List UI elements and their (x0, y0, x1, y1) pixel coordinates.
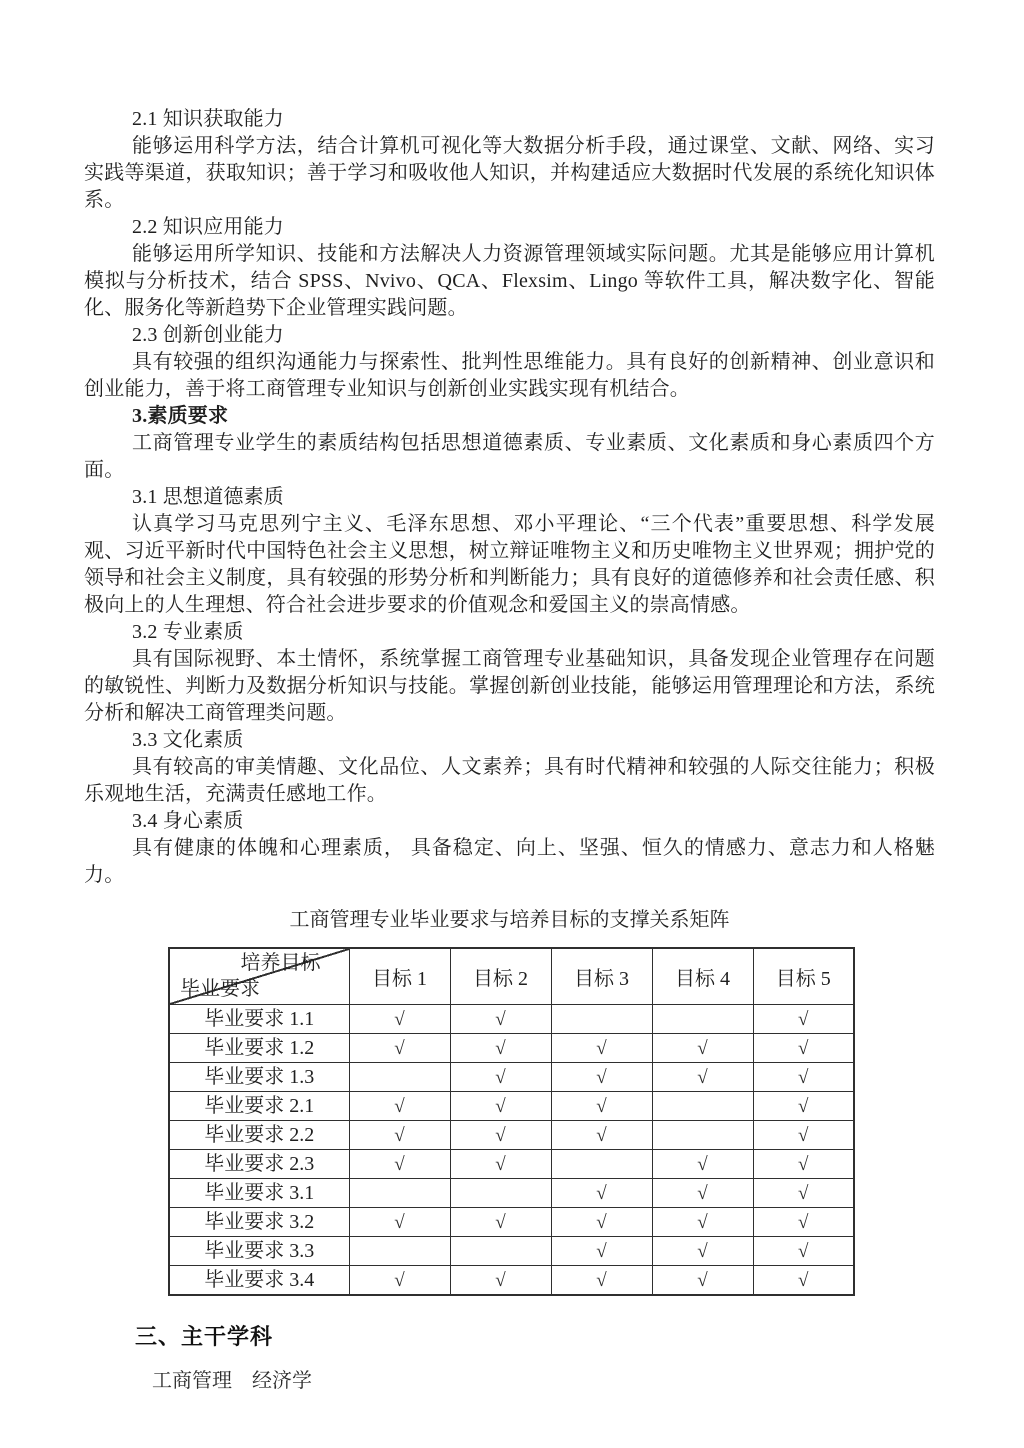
matrix-cell: √ (652, 1237, 753, 1266)
para-2-1: 能够运用科学方法，结合计算机可视化等大数据分析手段，通过课堂、文献、网络、实习实践等渠道，获取知识；善于学习和吸收他人知识，并构建适应大数据时代发展的系统化知识体系。 (84, 135, 935, 211)
matrix-cell: √ (652, 1150, 753, 1179)
table-row (169, 1266, 854, 1296)
para-3-2: 具有国际视野、本土情怀，系统掌握工商管理专业基础知识，具备发现企业管理存在问题的敏锐性、判断力及数据分析知识与技能。掌握创新创业技能，能够运用管理理论和方法，系统分析和解决工商管理类问题。 (84, 648, 935, 724)
matrix-cell: √ (551, 1179, 652, 1208)
column-header-goal-5: 目标 5 (753, 948, 854, 1005)
matrix-cell (450, 1237, 551, 1266)
para-3: 工商管理专业学生的素质结构包括思想道德素质、专业素质、文化素质和身心素质四个方面。 (84, 432, 935, 481)
column-header-goal-3: 目标 3 (551, 948, 652, 1005)
para-3-3: 具有较高的审美情趣、文化品位、人文素养；具有时代精神和较强的人际交往能力；积极乐观地生活，充满责任感地工作。 (84, 756, 935, 805)
matrix-cell: √ (551, 1121, 652, 1150)
matrix-cell: √ (450, 1034, 551, 1063)
matrix-cell: √ (753, 1179, 854, 1208)
matrix-cell (652, 1005, 753, 1034)
column-header-goal-4: 目标 4 (652, 948, 753, 1005)
matrix-cell: √ (551, 1092, 652, 1121)
subheading-2-1: 2.1 知识获取能力 (132, 108, 284, 130)
matrix-header-row (169, 948, 854, 1005)
matrix-cell: √ (349, 1150, 450, 1179)
row-label: 毕业要求 2.3 (169, 1150, 349, 1179)
table-row (169, 1063, 854, 1092)
para-3-4: 具有健康的体魄和心理素质， 具备稳定、向上、坚强、恒久的情感力、意志力和人格魅力。 (84, 837, 935, 886)
table-row (169, 1121, 854, 1150)
matrix-cell (349, 1237, 450, 1266)
matrix-cell: √ (551, 1034, 652, 1063)
matrix-cell: √ (652, 1266, 753, 1296)
column-header-goal-2: 目标 2 (450, 948, 551, 1005)
corner-label-requirements: 毕业要求 (180, 978, 260, 1000)
row-label: 毕业要求 1.3 (169, 1063, 349, 1092)
matrix-cell: √ (753, 1092, 854, 1121)
matrix-cell: √ (753, 1063, 854, 1092)
matrix-cell: √ (753, 1005, 854, 1034)
row-label: 毕业要求 2.1 (169, 1092, 349, 1121)
table-row (169, 1092, 854, 1121)
row-label: 毕业要求 3.3 (169, 1237, 349, 1266)
matrix-cell (652, 1121, 753, 1150)
matrix-cell (652, 1092, 753, 1121)
matrix-table-title: 工商管理专业毕业要求与培养目标的支撑关系矩阵 (289, 909, 730, 931)
corner-label-goals: 培养目标 (240, 952, 321, 974)
matrix-cell: √ (652, 1063, 753, 1092)
matrix-cell: √ (349, 1034, 450, 1063)
matrix-cell: √ (652, 1034, 753, 1063)
matrix-cell: √ (450, 1005, 551, 1034)
subheading-3-4: 3.4 身心素质 (132, 810, 244, 832)
matrix-cell: √ (753, 1266, 854, 1296)
matrix-cell: √ (753, 1121, 854, 1150)
table-row (169, 1005, 854, 1034)
column-header-goal-1: 目标 1 (349, 948, 450, 1005)
row-label: 毕业要求 2.2 (169, 1121, 349, 1150)
table-row (169, 1150, 854, 1179)
matrix-cell: √ (551, 1208, 652, 1237)
row-label: 毕业要求 1.1 (169, 1005, 349, 1034)
matrix-cell: √ (551, 1266, 652, 1296)
para-3-1: 认真学习马克思列宁主义、毛泽东思想、邓小平理论、“三个代表”重要思想、科学发展观、习近平新时代中国特色社会主义思想，树立辩证唯物主义和历史唯物主义世界观；拥护党的领导和社会主义制度，具有较强的形势分析和判断能力；具有良好的道德修养和社会责任感、积极向上的人生理想、符合社会进步要求的价值观念和爱国主义的崇高情感。 (84, 513, 935, 616)
matrix-cell: √ (753, 1150, 854, 1179)
row-label: 毕业要求 1.2 (169, 1034, 349, 1063)
matrix-cell: √ (349, 1208, 450, 1237)
matrix-cell (551, 1150, 652, 1179)
matrix-cell: √ (349, 1266, 450, 1296)
matrix-cell (349, 1179, 450, 1208)
subheading-2-3: 2.3 创新创业能力 (132, 324, 284, 346)
subheading-3: 3.素质要求 (132, 405, 229, 427)
matrix-cell: √ (753, 1237, 854, 1266)
table-row (169, 1179, 854, 1208)
matrix-cell: √ (551, 1063, 652, 1092)
matrix-cell (450, 1179, 551, 1208)
matrix-cell: √ (349, 1092, 450, 1121)
table-row (169, 1208, 854, 1237)
matrix-cell: √ (551, 1237, 652, 1266)
matrix-cell: √ (450, 1063, 551, 1092)
matrix-cell: √ (450, 1266, 551, 1296)
matrix-cell: √ (450, 1121, 551, 1150)
subheading-3-2: 3.2 专业素质 (132, 621, 244, 643)
body-text (84, 106, 935, 889)
para-2-3: 具有较强的组织沟通能力与探索性、批判性思维能力。具有良好的创新精神、创业意识和创业能力，善于将工商管理专业知识与创新创业实践实现有机结合。 (84, 351, 935, 400)
main-disciplines-text: 工商管理 经济学 (152, 1370, 312, 1392)
table-row (169, 1034, 854, 1063)
row-label: 毕业要求 3.1 (169, 1179, 349, 1208)
matrix-cell: √ (450, 1092, 551, 1121)
matrix-cell: √ (450, 1150, 551, 1179)
para-2-2: 能够运用所学知识、技能和方法解决人力资源管理领域实际问题。尤其是能够应用计算机模拟与分析技术，结合 SPSS、Nvivo、QCA、Flexsim、Lingo 等软件工具，解决数字化、智能化、服务化等新趋势下企业管理实践问题。 (84, 243, 935, 319)
matrix-cell (349, 1063, 450, 1092)
support-matrix-table (168, 947, 855, 1296)
matrix-cell: √ (652, 1179, 753, 1208)
row-label: 毕业要求 3.4 (169, 1266, 349, 1296)
matrix-corner-cell (169, 948, 349, 1005)
table-row (169, 1237, 854, 1266)
matrix-cell (551, 1005, 652, 1034)
subheading-3-3: 3.3 文化素质 (132, 729, 244, 751)
matrix-cell: √ (349, 1121, 450, 1150)
matrix-cell: √ (450, 1208, 551, 1237)
matrix-cell: √ (753, 1208, 854, 1237)
subheading-2-2: 2.2 知识应用能力 (132, 216, 284, 238)
matrix-cell: √ (652, 1208, 753, 1237)
section-heading-main-disciplines: 三、主干学科 (135, 1324, 274, 1349)
subheading-3-1: 3.1 思想道德素质 (132, 486, 284, 508)
matrix-cell: √ (753, 1034, 854, 1063)
row-label: 毕业要求 3.2 (169, 1208, 349, 1237)
matrix-cell: √ (349, 1005, 450, 1034)
